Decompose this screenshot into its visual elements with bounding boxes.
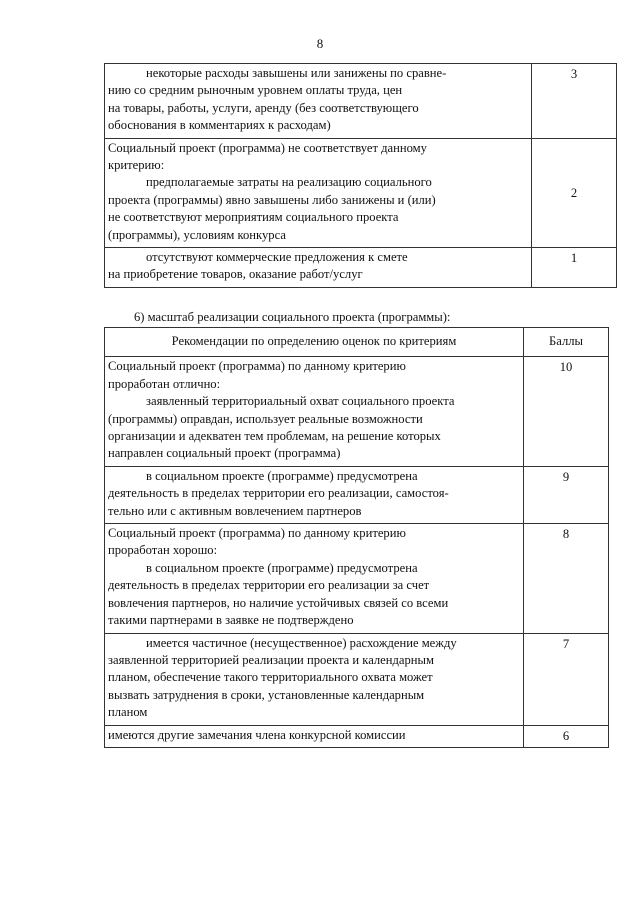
table-row	[105, 357, 609, 466]
table-header-row	[105, 328, 609, 357]
criteria-table-continued	[104, 63, 617, 288]
description-line: нию со средним рыночным уровнем оплаты труда, цен	[108, 83, 403, 98]
page-number: 8	[316, 36, 324, 51]
table-row	[105, 466, 609, 523]
table-row	[105, 633, 609, 725]
criteria-table-scale	[104, 327, 609, 748]
description-line: не соответствуют мероприятиям социального проекта	[108, 210, 399, 225]
description-line: имеется частичное (несущественное) расхождение между	[146, 635, 457, 650]
description-line: проработан хорошо:	[108, 543, 218, 558]
score-cell: 10	[524, 357, 609, 466]
criterion-description	[105, 248, 532, 288]
description-line: такими партнерами в заявке не подтверждено	[108, 613, 354, 628]
description-line: (программы), условиям конкурса	[108, 227, 286, 242]
description-line: на товары, работы, услуги, аренду (без соответствующего	[108, 100, 419, 115]
score-cell: 1	[532, 248, 617, 288]
description-line: заявленный территориальный охват социального проекта	[146, 394, 455, 409]
description-line: заявленной территорией реализации проекта и календарным	[108, 652, 434, 667]
description-line: проработан отлично:	[108, 376, 221, 391]
score-cell: 6	[524, 725, 609, 747]
criterion-description	[105, 64, 532, 139]
description-line: деятельность в пределах территории его реализации, самостоя-	[108, 486, 449, 501]
description-line: (программы) оправдан, использует реальные возможности	[108, 411, 423, 426]
description-line: деятельность в пределах территории его реализации за счет	[108, 578, 430, 593]
criterion-description	[105, 633, 524, 725]
table-row	[105, 64, 617, 139]
description-line: критерию:	[108, 158, 165, 173]
description-line: отсутствуют коммерческие предложения к смете	[146, 250, 408, 265]
description-line: планом, обеспечение такого территориального охвата может	[108, 670, 433, 685]
criteria-column-header: Рекомендации по определению оценок по критериям	[105, 328, 524, 357]
description-line: планом	[108, 705, 148, 720]
score-cell: 9	[524, 466, 609, 523]
criterion-description	[105, 466, 524, 523]
score-cell: 2	[532, 138, 617, 247]
score-cell: 8	[524, 524, 609, 633]
description-line: на приобретение товаров, оказание работ/услуг	[108, 267, 363, 282]
score-cell: 3	[532, 64, 617, 139]
description-line: проекта (программы) явно завышены либо занижены и (или)	[108, 192, 436, 207]
table-row	[105, 248, 617, 288]
table-row	[105, 725, 609, 747]
description-line: Социальный проект (программа) по данному критерию	[108, 526, 406, 541]
description-line: направлен социальный проект (программа)	[108, 446, 341, 461]
description-line: некоторые расходы завышены или занижены по сравне-	[146, 66, 447, 80]
description-line: в социальном проекте (программе) предусмотрена	[146, 560, 418, 575]
criterion-description	[105, 138, 532, 247]
description-line: имеются другие замечания члена конкурсной комиссии	[108, 727, 406, 742]
description-line: Социальный проект (программа) по данному критерию	[108, 359, 406, 374]
criterion-description	[105, 725, 524, 747]
description-line: обоснования в комментариях к расходам)	[108, 118, 331, 133]
description-line: Социальный проект (программа) не соответствует данному	[108, 140, 427, 155]
description-line: организации и адекватен тем проблемам, на решение которых	[108, 429, 441, 444]
criterion-description	[105, 357, 524, 466]
table-row	[105, 138, 617, 247]
description-line: тельно или с активным вовлечением партнеров	[108, 503, 362, 518]
description-line: вовлечения партнеров, но наличие устойчивых связей со всеми	[108, 595, 449, 610]
criterion-description	[105, 524, 524, 633]
points-column-header: Баллы	[524, 328, 609, 357]
description-line: предполагаемые затраты на реализацию социального	[146, 175, 432, 190]
table-row	[105, 524, 609, 633]
description-line: вызвать затруднения в сроки, установленные календарным	[108, 687, 425, 702]
description-line: в социальном проекте (программе) предусмотрена	[146, 468, 418, 483]
section-title: 6) масштаб реализации социального проекта (программы):	[134, 310, 451, 324]
score-cell: 7	[524, 633, 609, 725]
